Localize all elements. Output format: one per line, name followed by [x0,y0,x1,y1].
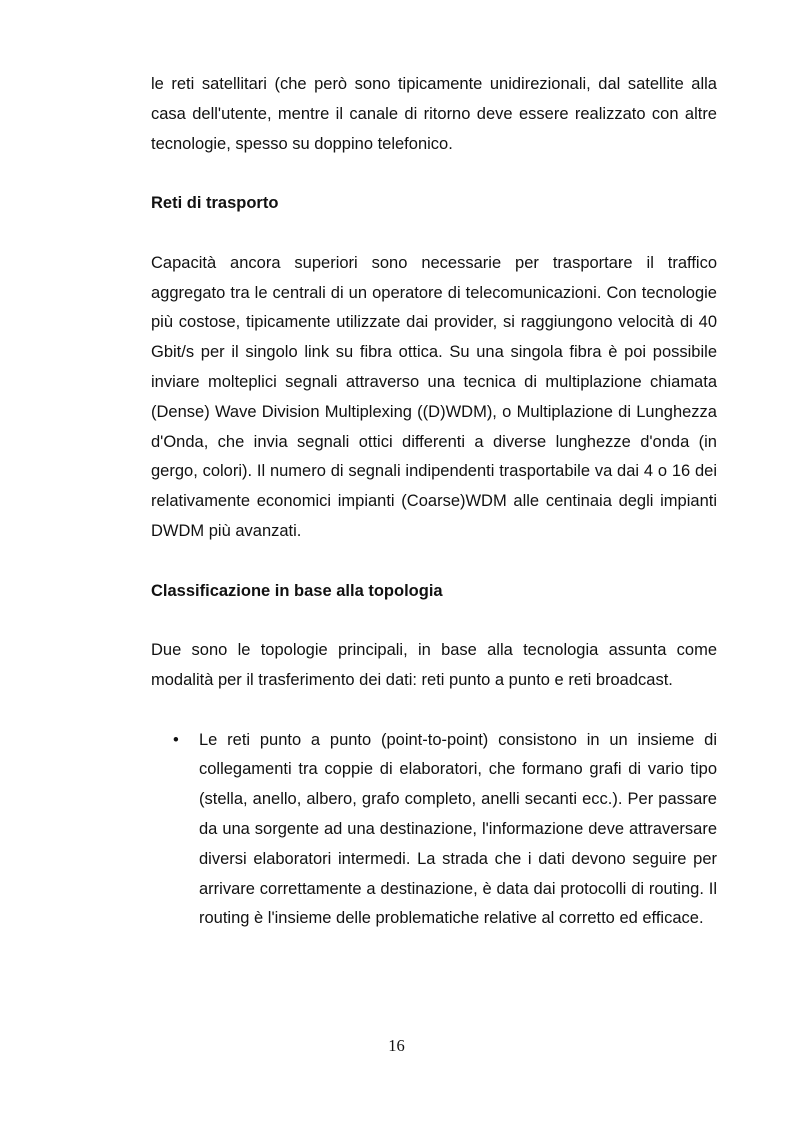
bullet-list [151,726,717,935]
topology-paragraph: Due sono le topologie principali, in base alla tecnologia assunta come modalità per il trasferimento dei dati: reti punto a punto e reti broadcast. [151,641,717,689]
section-heading-transport: Reti di trasporto [151,194,279,213]
bullet-icon: • [173,730,179,749]
list-item [151,726,717,935]
intro-paragraph: le reti satellitari (che però sono tipicamente unidirezionali, dal satellite alla casa dell'utente, mentre il canale di ritorno deve essere realizzato con altre tecnologie, spesso su doppino telefonico. [151,75,717,153]
transport-paragraph: Capacità ancora superiori sono necessarie per trasportare il traffico aggregato tra le centrali di un operatore di telecomunicazioni. Con tecnologie più costose, tipicamente utilizzate dai provider, si raggiungono velocità di 40 Gbit/s per il singolo link su fibra ottica. Su una singola fibra è poi possibile inviare molteplici segnali attraverso una tecnica di multiplazione chiamata (Dense) Wave Division Multiplexing ((D)WDM), o Multiplazione di Lunghezza d'Onda, che invia segnali ottici differenti a diverse lunghezze d'onda (in gergo, colori). Il numero di segnali indipendenti trasportabile va dai 4 o 16 dei relativamente economici impianti (Coarse)WDM alle centinaia degli impianti DWDM più avanzati. [151,253,717,540]
page-body [151,70,717,934]
section-heading-topology: Classificazione in base alla topologia [151,581,443,600]
page-number: 16 [388,1036,405,1055]
bullet-text: Le reti punto a punto (point-to-point) consistono in un insieme di collegamenti tra coppie di elaboratori, che formano grafi di vario tipo (stella, anello, albero, grafo completo, anelli secanti ecc.). Per passare da una sorgente ad una destinazione, l'informazione deve attraversare diversi elaboratori intermedi. La strada che i dati devono seguire per arrivare correttamente a destinazione, è data dai protocolli di routing. Il routing è l'insieme delle problematiche relative al corretto ed efficace. [199,730,717,928]
